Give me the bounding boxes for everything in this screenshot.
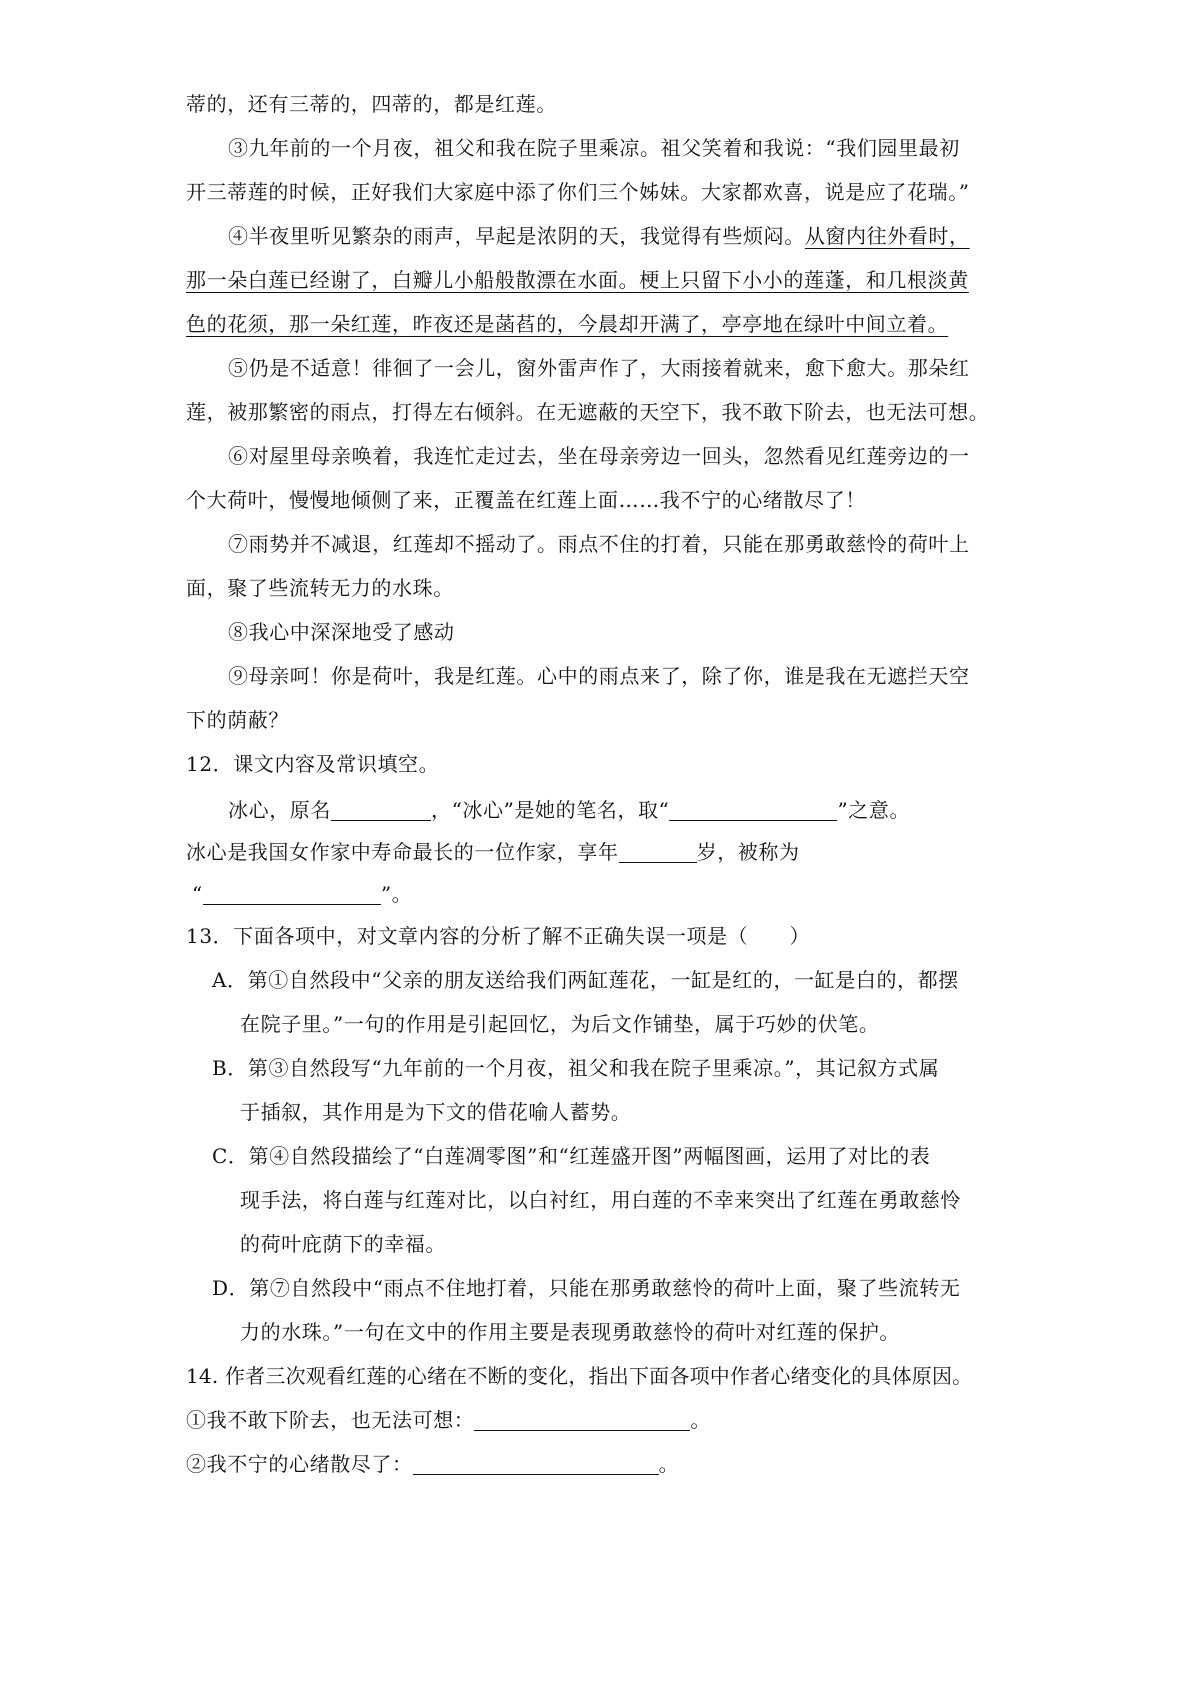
paragraph-8-line: ⑧我心中深深地受了感动 [228, 620, 455, 644]
q12-text: ，“冰心”是她的笔名，取“ [431, 798, 670, 822]
answer-blank[interactable] [413, 1454, 659, 1475]
answer-blank[interactable] [331, 800, 431, 821]
question-14-item-1 [186, 1406, 711, 1434]
question-12-line [192, 880, 412, 908]
option-c-cont: 现手法，将白莲与红莲对比，以白衬红，用白莲的不幸来突出了红莲在勇敢慈怜 [240, 1188, 961, 1212]
q14-text: 。 [658, 1452, 680, 1476]
paragraph-5-line: ⑤仍是不适意！徘徊了一会儿，窗外雷声作了，大雨接着就来，愈下愈大。那朵红 [228, 356, 970, 380]
answer-blank[interactable] [619, 842, 697, 863]
question-12-line [186, 838, 800, 866]
option-b-cont: 于插叙，其作用是为下文的借花喻人蓄势。 [240, 1100, 632, 1124]
option-c-cont: 的荷叶庇荫下的幸福。 [240, 1232, 446, 1256]
paragraph-9-line: 下的荫蔽？ [186, 708, 289, 732]
option-a[interactable]: A．第①自然段中“父亲的朋友送给我们两缸莲花，一缸是红的，一缸是白的，都摆 [212, 968, 959, 992]
paragraph-6-line: ⑥对屋里母亲唤着，我连忙走过去，坐在母亲旁边一回头，忽然看见红莲旁边的一 [228, 444, 970, 468]
paragraph-4-text: ④半夜里听见繁杂的雨声，早起是浓阴的天，我觉得有些烦闷。 [228, 224, 805, 248]
q12-text: “ [192, 882, 203, 906]
paragraph-3-line: ③九年前的一个月夜，祖父和我在院子里乘凉。祖父笑着和我说：“我们园里最初 [228, 136, 960, 160]
paragraph-6-line: 个大荷叶，慢慢地倾侧了来，正覆盖在红莲上面……我不宁的心绪散尽了！ [186, 488, 866, 512]
underlined-sentence: 那一朵白莲已经谢了，白瓣儿小船般散漂在水面。梗上只留下小小的莲蓬，和几根淡黄 [186, 268, 969, 292]
q12-text: ”。 [380, 882, 413, 906]
q12-text: 冰心是我国女作家中寿命最长的一位作家，享年 [186, 840, 619, 864]
paragraph-3-line: 开三蒂莲的时候，正好我们大家庭中添了你们三个姊妹。大家都欢喜，说是应了花瑞。” [186, 180, 970, 204]
answer-blank[interactable] [203, 884, 381, 905]
question-14-item-2 [186, 1450, 679, 1478]
paragraph-5-line: 莲，被那繁密的雨点，打得左右倾斜。在无遮蔽的天空下，我不敢下阶去，也无法可想。 [186, 400, 990, 424]
option-a-cont: 在院子里。”一句的作用是引起回忆，为后文作铺垫，属于巧妙的伏笔。 [240, 1012, 880, 1036]
paragraph-4-line [228, 222, 970, 250]
option-c[interactable]: C．第④自然段描绘了“白莲凋零图”和“红莲盛开图”两幅图画，运用了对比的表 [212, 1144, 931, 1168]
paragraph-7-line: 面，聚了些流转无力的水珠。 [186, 576, 454, 600]
passage-line: 蒂的，还有三蒂的，四蒂的，都是红莲。 [186, 92, 557, 116]
q14-text: ②我不宁的心绪散尽了： [186, 1452, 413, 1476]
answer-blank[interactable] [669, 800, 837, 821]
q14-text: 。 [690, 1408, 712, 1432]
paragraph-9-line: ⑨母亲呵！你是荷叶，我是红莲。心中的雨点来了，除了你，谁是我在无遮拦天空 [228, 664, 970, 688]
q12-text: 岁，被称为 [696, 840, 800, 864]
question-14-title: 14. 作者三次观看红莲的心绪在不断的变化，指出下面各项中作者心绪变化的具体原因。 [186, 1364, 973, 1388]
q12-text: 冰心，原名 [228, 798, 331, 822]
question-12-title: 12．课文内容及常识填空。 [186, 752, 440, 776]
paragraph-7-line: ⑦雨势并不减退，红莲却不摇动了。雨点不住的打着，只能在那勇敢慈怜的荷叶上 [228, 532, 970, 556]
question-12-line [228, 796, 910, 824]
underlined-sentence: 从窗内往外看时， [804, 224, 970, 248]
answer-blank[interactable] [474, 1410, 690, 1431]
underlined-sentence: 色的花须，那一朵红莲，昨夜还是菡萏的，今晨却开满了，亭亭地在绿叶中间立着。 [186, 312, 949, 336]
q12-text: ”之意。 [837, 798, 911, 822]
option-b[interactable]: B．第③自然段写“九年前的一个月夜，祖父和我在院子里乘凉。”，其记叙方式属 [212, 1056, 940, 1080]
question-13-title: 13．下面各项中，对文章内容的分析了解不正确失误一项是（ ） [186, 924, 811, 948]
option-d[interactable]: D．第⑦自然段中“雨点不住地打着，只能在那勇敢慈怜的荷叶上面，聚了些流转无 [212, 1276, 961, 1300]
q14-text: ①我不敢下阶去，也无法可想： [186, 1408, 475, 1432]
option-d-cont: 力的水珠。”一句在文中的作用主要是表现勇敢慈怜的荷叶对红莲的保护。 [240, 1320, 901, 1344]
